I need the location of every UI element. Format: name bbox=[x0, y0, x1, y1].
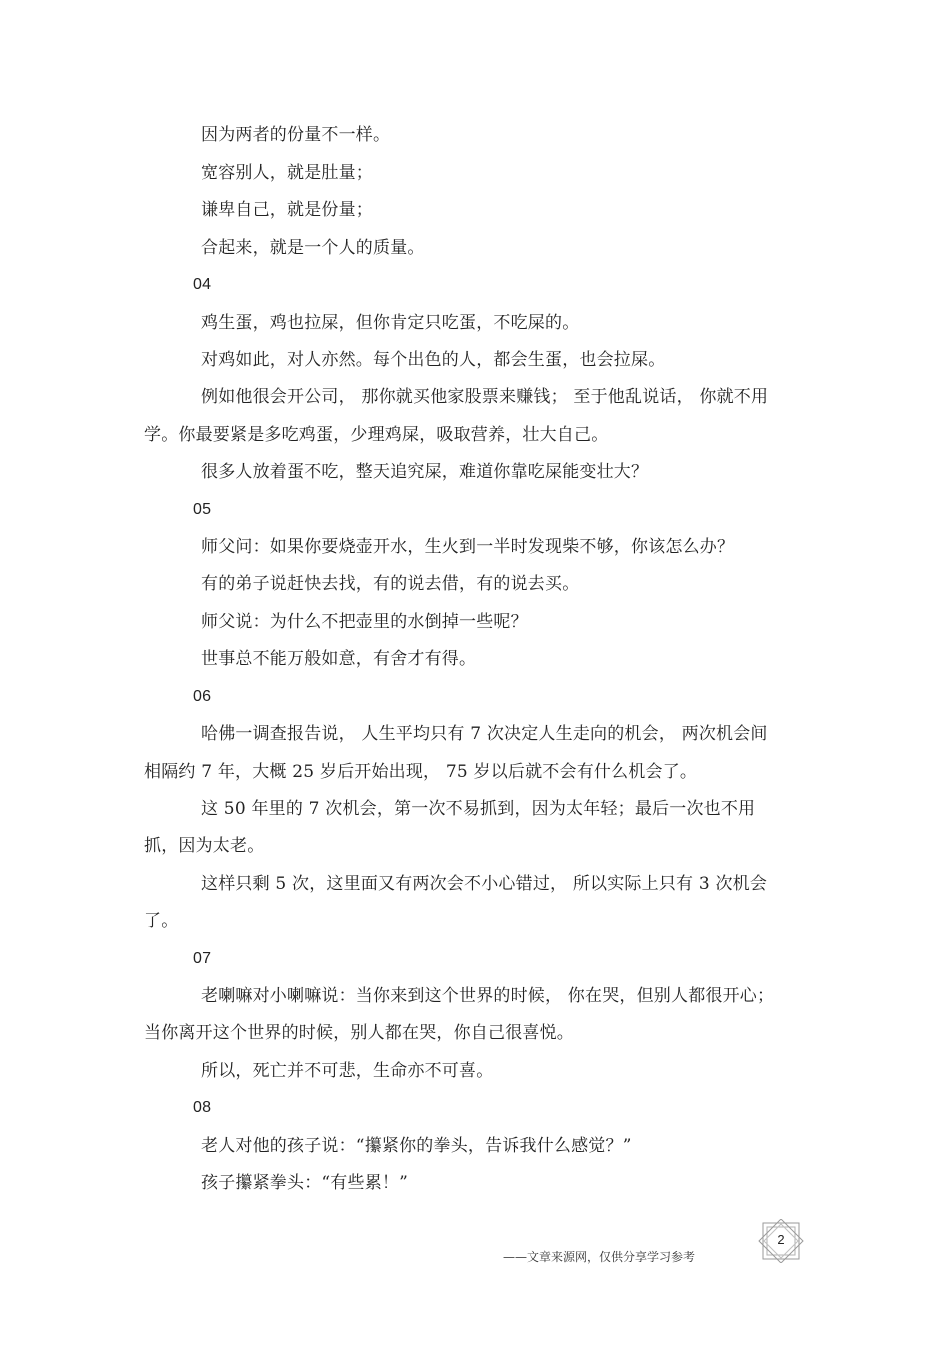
paragraph-line: 老喇嘛对小喇嘛说：当你来到这个世界的时候， 你在哭，但别人都很开心； bbox=[201, 986, 775, 1006]
section-number: 07 bbox=[193, 950, 212, 967]
paragraph-line: 哈佛一调查报告说， 人生平均只有 7 次决定人生走向的机会， 两次机会间 bbox=[201, 724, 768, 744]
page-number: 2 bbox=[777, 1232, 785, 1247]
paragraph-line: 师父说：为什么不把壶里的水倒掉一些呢？ bbox=[201, 612, 528, 632]
footer-source-note: ——文章来源网，仅供分享学习参考 bbox=[503, 1250, 696, 1264]
paragraph-line: 相隔约 7 年，大概 25 岁后开始出现， 75 岁以后就不会有什么机会了。 bbox=[144, 762, 698, 782]
section-number: 04 bbox=[193, 276, 212, 293]
paragraph-line: 老人对他的孩子说：“攥紧你的拳头，告诉我什么感觉？” bbox=[201, 1136, 632, 1156]
paragraph-line: 很多人放着蛋不吃，整天追究屎，难道你靠吃屎能变壮大？ bbox=[201, 462, 649, 482]
paragraph-line: 所以，死亡并不可悲，生命亦不可喜。 bbox=[201, 1061, 494, 1081]
paragraph-line: 这样只剩 5 次，这里面又有两次会不小心错过， 所以实际上只有 3 次机会 bbox=[201, 874, 768, 894]
paragraph-line: 谦卑自己，就是份量； bbox=[201, 200, 373, 220]
paragraph-line: 这 50 年里的 7 次机会，第一次不易抓到，因为太年轻；最后一次也不用 bbox=[201, 799, 756, 819]
paragraph-line: 抓，因为太老。 bbox=[144, 836, 265, 856]
paragraph-line: 合起来，就是一个人的质量。 bbox=[201, 238, 425, 258]
paragraph-line: 学。你最要紧是多吃鸡蛋，少理鸡屎，吸取营养，壮大自己。 bbox=[144, 425, 609, 445]
page-number-badge bbox=[757, 1219, 805, 1263]
paragraph-line: 了。 bbox=[144, 911, 179, 931]
paragraph-line: 宽容别人，就是肚量； bbox=[201, 163, 373, 183]
paragraph-line: 有的弟子说赶快去找，有的说去借，有的说去买。 bbox=[201, 574, 580, 594]
paragraph-line: 世事总不能万般如意，有舍才有得。 bbox=[201, 649, 477, 669]
paragraph-line: 师父问：如果你要烧壶开水，生火到一半时发现柴不够，你该怎么办？ bbox=[201, 537, 735, 557]
section-number: 06 bbox=[193, 688, 212, 705]
paragraph-line: 因为两者的份量不一样。 bbox=[201, 125, 391, 145]
paragraph-line: 孩子攥紧拳头：“有些累！” bbox=[201, 1173, 408, 1193]
section-number: 08 bbox=[193, 1099, 212, 1116]
paragraph-line: 鸡生蛋，鸡也拉屎，但你肯定只吃蛋，不吃屎的。 bbox=[201, 313, 580, 333]
paragraph-line: 对鸡如此，对人亦然。每个出色的人，都会生蛋，也会拉屎。 bbox=[201, 350, 666, 370]
paragraph-line: 当你离开这个世界的时候，别人都在哭，你自己很喜悦。 bbox=[144, 1023, 574, 1043]
section-number: 05 bbox=[193, 501, 212, 518]
paragraph-line: 例如他很会开公司， 那你就买他家股票来赚钱； 至于他乱说话， 你就不用 bbox=[201, 387, 769, 407]
